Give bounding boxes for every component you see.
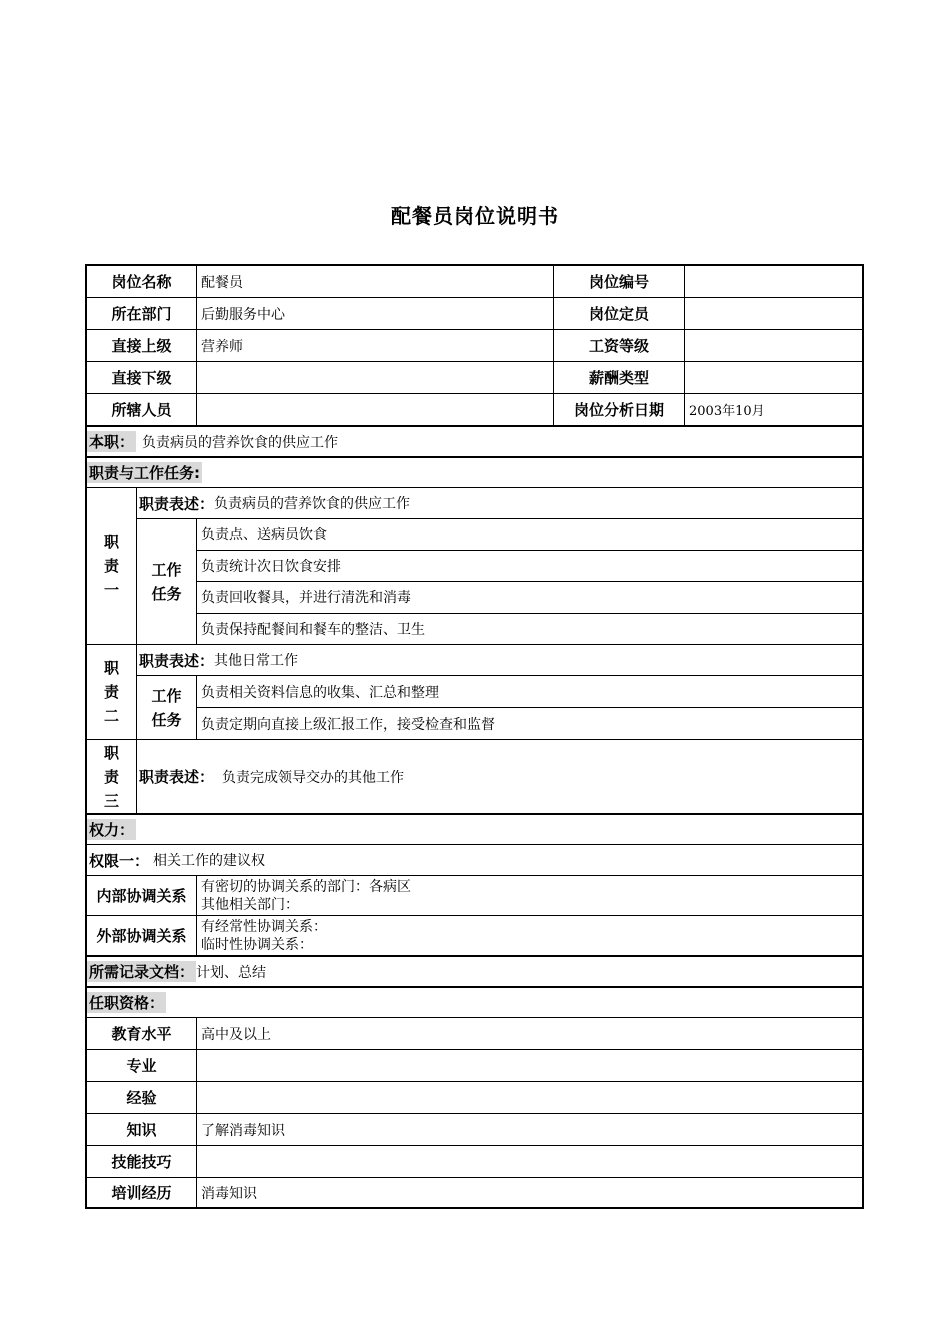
duty3-desc: 负责完成领导交办的其他工作 <box>222 769 405 786</box>
row-power <box>87 813 862 844</box>
job-no-label: 岗位编号 <box>554 266 685 297</box>
qualification-value: 了解消毒知识 <box>201 1122 285 1139</box>
authority-text: 相关工作的建议权 <box>153 853 266 869</box>
row-duty <box>87 425 862 456</box>
external-line2: 临时性协调关系： <box>201 936 313 953</box>
staff-label: 所辖人员 <box>87 394 197 425</box>
duty2-label: 职 责 二 <box>87 645 137 739</box>
duty2-desc-label: 职责表述： <box>139 651 215 670</box>
duty-cell <box>87 427 862 456</box>
pay-type-label: 薪酬类型 <box>554 362 685 393</box>
tasks-header-cell <box>87 458 862 487</box>
qualification-header-cell <box>87 988 862 1017</box>
external-line1: 有经常性协调关系： <box>201 918 327 935</box>
duty2-task-list <box>197 676 862 739</box>
records-text: 计划、总结 <box>196 964 267 981</box>
qualification-label: 专业 <box>87 1050 197 1081</box>
duty-text: 负责病员的营养饮食的供应工作 <box>142 434 339 451</box>
qualification-value <box>197 1082 862 1113</box>
duty2-block <box>87 644 862 739</box>
duty3-desc-label: 职责表述： <box>139 768 215 786</box>
duty1-desc-row <box>137 488 862 519</box>
qualification-row <box>87 1177 862 1207</box>
qualification-value: 高中及以上 <box>201 1026 271 1043</box>
duty1-desc-label: 职责表述： <box>139 494 215 513</box>
superior-value: 营养师 <box>197 330 554 361</box>
internal-line2: 其他相关部门： <box>201 896 299 913</box>
qualification-value: 消毒知识 <box>201 1185 257 1202</box>
qualification-label: 知识 <box>87 1114 197 1145</box>
duty2-task-label: 工作 任务 <box>137 676 197 739</box>
analysis-date-value: 2003年10月 <box>689 404 765 419</box>
qualification-row <box>87 1017 862 1049</box>
duty1-label: 职 责 一 <box>87 488 137 644</box>
duty1-task-3: 负责回收餐具，并进行清洗和消毒 <box>197 582 862 614</box>
internal-value <box>197 876 862 915</box>
records-label: 所需记录文档： <box>89 963 195 981</box>
qualification-row <box>87 1081 862 1113</box>
qualification-header: 任职资格： <box>89 994 165 1012</box>
job-name-label: 岗位名称 <box>87 266 197 297</box>
dept-label: 所在部门 <box>87 298 197 329</box>
duty2-desc: 其他日常工作 <box>214 653 299 669</box>
job-description-table <box>85 264 864 1209</box>
staff-value <box>197 394 554 425</box>
row-authority <box>87 844 862 875</box>
page-title: 配餐员岗位说明书 <box>391 204 559 228</box>
duty1-tasks-area <box>137 519 862 644</box>
wage-value <box>685 330 862 361</box>
qualification-label: 经验 <box>87 1082 197 1113</box>
row-dept <box>87 297 862 329</box>
tasks-header: 职责与工作任务: <box>89 464 200 482</box>
row-job-name <box>87 266 862 297</box>
job-no-value <box>685 266 862 297</box>
qualification-label: 培训经历 <box>87 1178 197 1207</box>
duty1-task-1: 负责点、送病员饮食 <box>197 519 862 551</box>
external-label: 外部协调关系 <box>87 916 197 955</box>
qualification-value <box>197 1146 862 1177</box>
power-cell <box>87 815 862 844</box>
duty3-label: 职 责 三 <box>87 740 137 813</box>
pay-type-value <box>685 362 862 393</box>
duty2-task-2: 负责定期向直接上级汇报工作，接受检查和监督 <box>201 716 495 733</box>
power-label: 权力： <box>89 821 135 839</box>
row-records <box>87 955 862 986</box>
duty2-tasks-area <box>137 676 862 739</box>
duty1-task-label: 工作 任务 <box>137 519 197 644</box>
qualification-value <box>197 1050 862 1081</box>
row-staff <box>87 393 862 425</box>
authority-cell <box>87 845 862 875</box>
row-subordinate <box>87 361 862 393</box>
authority-label: 权限一： <box>89 851 150 870</box>
duty2-desc-row <box>137 645 862 676</box>
row-internal <box>87 875 862 915</box>
duty-label: 本职： <box>89 433 135 451</box>
row-superior <box>87 329 862 361</box>
qualification-row <box>87 1145 862 1177</box>
superior-label: 直接上级 <box>87 330 197 361</box>
subordinate-label: 直接下级 <box>87 362 197 393</box>
row-qualification-header <box>87 986 862 1017</box>
duty1-block <box>87 487 862 644</box>
duty3-block <box>87 739 862 813</box>
duty2-content <box>137 645 862 739</box>
quota-value <box>685 298 862 329</box>
internal-label: 内部协调关系 <box>87 876 197 915</box>
subordinate-value <box>197 362 554 393</box>
duty1-task-4: 负责保持配餐间和餐车的整洁、卫生 <box>201 621 425 638</box>
records-cell <box>87 957 862 986</box>
qualification-label: 技能技巧 <box>87 1146 197 1177</box>
qualification-label: 教育水平 <box>87 1018 197 1049</box>
duty1-task-list <box>197 519 862 644</box>
duty3-desc-row <box>137 740 862 813</box>
job-name-value: 配餐员 <box>197 266 554 297</box>
row-external <box>87 915 862 955</box>
qualification-row <box>87 1049 862 1081</box>
external-value <box>197 916 862 955</box>
duty2-task-1: 负责相关资料信息的收集、汇总和整理 <box>197 676 862 708</box>
analysis-date-label: 岗位分析日期 <box>554 394 685 425</box>
quota-label: 岗位定员 <box>554 298 685 329</box>
duty1-desc: 负责病员的营养饮食的供应工作 <box>214 496 411 512</box>
duty1-task-2: 负责统计次日饮食安排 <box>197 551 862 583</box>
internal-line1: 有密切的协调关系的部门：各病区 <box>201 878 411 895</box>
row-tasks-header <box>87 456 862 487</box>
dept-value: 后勤服务中心 <box>197 298 554 329</box>
qualification-row <box>87 1113 862 1145</box>
wage-label: 工资等级 <box>554 330 685 361</box>
duty1-content <box>137 488 862 644</box>
